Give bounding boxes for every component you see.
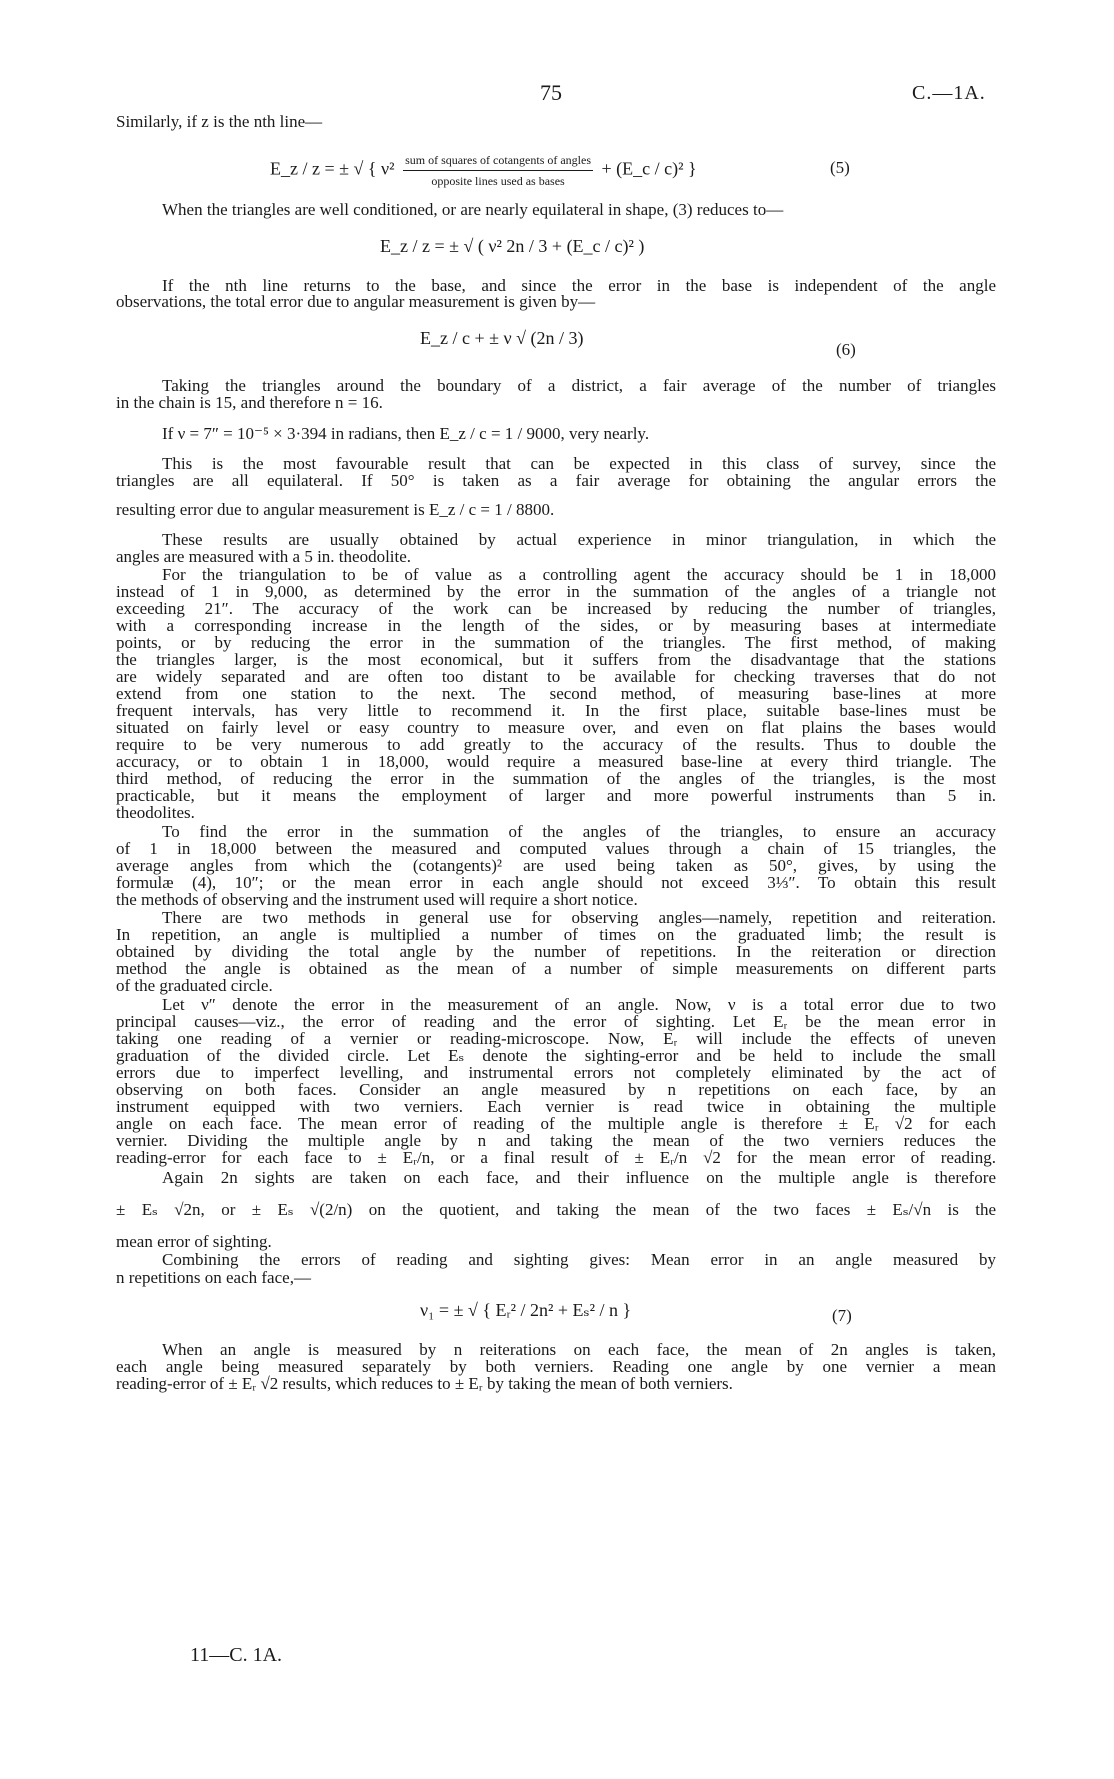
equation-5: E_z / z = ± √ { ν² $\frac{\text{sum of squares of cotangents of angles}}{\text{opposite lines used as bases}}$ + (E_c / c)² } xyxy=(270,150,697,191)
text-line: When the triangles are well conditioned, or are nearly equilateral in shape, (3) reduces to— xyxy=(162,200,784,219)
text-line: average angles from which the (cotangents)² are used being taken as 50°, gives, by using the xyxy=(116,856,996,875)
text-line: n repetitions on each face,— xyxy=(116,1268,311,1287)
text-line: principal causes—viz., the error of reading and the error of sighting. Let Eᵣ be the mean error in xyxy=(116,1012,996,1031)
text-line: theodolites. xyxy=(116,803,195,822)
text-line: ± Eₛ √2n, or ± Eₛ √(2/n) on the quotient, and taking the mean of the two faces ± Eₛ/√n is the xyxy=(116,1200,996,1219)
text-line: These results are usually obtained by actual experience in minor triangulation, in which the xyxy=(162,530,996,549)
text-line: of the graduated circle. xyxy=(116,976,273,995)
text-line: formulæ (4), 10″; or the mean error in each angle should not exceed 3⅓″. To obtain this result xyxy=(116,873,996,892)
text-line: angle on each face. The mean error of reading of the multiple angle is therefore ± Eᵣ √2 for each xyxy=(116,1114,996,1133)
text-line: observations, the total error due to angular measurement is given by— xyxy=(116,292,596,311)
text-line: Similarly, if z is the nth line— xyxy=(116,112,323,131)
text-line: In repetition, an angle is multiplied a number of times on the graduated limb; the result is xyxy=(116,925,996,944)
text-line: accuracy, or to obtain 1 in 18,000, would require a measured base-line at every third triangle. The xyxy=(116,752,996,771)
text-line: third method, of reducing the error in the summation of the angles of the triangles, is the most xyxy=(116,769,996,788)
text-line: points, or by reducing the error in the summation of the triangles. The first method, of making xyxy=(116,633,996,652)
equation-number: (5) xyxy=(830,158,850,177)
text-line: with a corresponding increase in the length of the sides, or by measuring bases at intermediate xyxy=(116,616,996,635)
text-line: For the triangulation to be of value as a controlling agent the accuracy should be 1 in 18,000 xyxy=(162,565,996,584)
text-line: are widely separated and are often too distant to be available for checking traverses that do not xyxy=(116,667,996,686)
text-line: instrument equipped with two verniers. Each vernier is read twice in obtaining the multiple xyxy=(116,1097,996,1116)
text-line: observing on both faces. Consider an angle measured by n repetitions on each face, by an xyxy=(116,1080,996,1099)
text-line: resulting error due to angular measurement is E_z / c = 1 / 8800. xyxy=(116,500,555,519)
text-line: require to be very numerous to add greatly to the accuracy of the results. Thus to double the xyxy=(116,735,996,754)
text-line: vernier. Dividing the multiple angle by n and taking the mean of the two verniers reduces the xyxy=(116,1131,996,1150)
text-line: Combining the errors of reading and sighting gives: Mean error in an angle measured by xyxy=(162,1250,996,1269)
text-line: When an angle is measured by n reiterations on each face, the mean of 2n angles is taken, xyxy=(162,1340,996,1359)
text-line: angles are measured with a 5 in. theodolite. xyxy=(116,547,412,566)
equation-reduced: E_z / z = ± √ ( ν² 2n / 3 + (E_c / c)² ) xyxy=(380,236,645,256)
text-line: triangles are all equilateral. If 50° is taken as a fair average for obtaining the angular errors the xyxy=(116,471,996,490)
text-line: extend from one station to the next. The second method, of measuring base-lines at more xyxy=(116,684,996,703)
equation-6: E_z / c + ± ν √ (2n / 3) xyxy=(420,328,584,348)
text-line: mean error of sighting. xyxy=(116,1232,272,1251)
text-line: taking one reading of a vernier or reading-microscope. Now, Eᵣ will include the effects of uneven xyxy=(116,1029,996,1048)
text-line: obtained by dividing the total angle by the number of repetitions. In the reiteration or direction xyxy=(116,942,996,961)
text-line: There are two methods in general use for observing angles—namely, repetition and reiteration. xyxy=(162,908,996,927)
text-line: method the angle is obtained as the mean of a number of simple measurements on different parts xyxy=(116,959,996,978)
text-line: reading-error of ± Eᵣ √2 results, which reduces to ± Eᵣ by taking the mean of both verniers. xyxy=(116,1374,733,1393)
text-line: frequent intervals, has very little to recommend it. In the first place, suitable base-lines must be xyxy=(116,701,996,720)
document-reference: C.—1A. xyxy=(912,82,986,104)
text-line: If ν = 7″ = 10⁻⁵ × 3·394 in radians, then E_z / c = 1 / 9000, very nearly. xyxy=(162,424,650,443)
text-line: practicable, but it means the employment of larger and more powerful instruments than 5 in. xyxy=(116,786,996,805)
text-line: situated on fairly level or easy country to measure over, and even on flat plains the bases would xyxy=(116,718,996,737)
equation-number: (7) xyxy=(832,1306,852,1325)
text-line: each angle being measured separately by both verniers. Reading one angle by one vernier a mean xyxy=(116,1357,996,1376)
page-signature: 11—C. 1A. xyxy=(190,1644,283,1666)
text-line: errors due to imperfect levelling, and instrumental errors not completely eliminated by the act of xyxy=(116,1063,996,1082)
text-line: exceeding 21″. The accuracy of the work can be increased by reducing the number of triangles, xyxy=(116,599,996,618)
equation-number: (6) xyxy=(836,340,856,359)
text-line: Taking the triangles around the boundary of a district, a fair average of the number of triangles xyxy=(162,376,996,395)
page-number: 75 xyxy=(540,80,562,105)
text-line: If the nth line returns to the base, and since the error in the base is independent of the angle xyxy=(162,276,996,295)
text-line: the methods of observing and the instrument used will require a short notice. xyxy=(116,890,638,909)
text-line: graduation of the divided circle. Let Eₛ denote the sighting-error and be held to include the small xyxy=(116,1046,996,1065)
equation-5-bracket: $\frac{\text{sum of squares of cotangents of angles}}{\text{opposite lines used as bases}}$ xyxy=(403,150,593,191)
text-line: To find the error in the summation of the angles of the triangles, to ensure an accuracy xyxy=(162,822,996,841)
text-line: in the chain is 15, and therefore n = 16. xyxy=(116,393,383,412)
text-line: the triangles larger, is the most economical, but it suffers from the disadvantage that the stations xyxy=(116,650,996,669)
text-line: Let ν″ denote the error in the measurement of an angle. Now, ν is a total error due to two xyxy=(162,995,996,1014)
text-line: Again 2n sights are taken on each face, and their influence on the multiple angle is therefore xyxy=(162,1168,996,1187)
equation-7: ν₁ = ± √ { Eᵣ² / 2n² + Eₛ² / n } xyxy=(420,1300,632,1320)
text-line: This is the most favourable result that can be expected in this class of survey, since the xyxy=(162,454,996,473)
text-line: instead of 1 in 9,000, as determined by the error in the summation of the angles of a triangle not xyxy=(116,582,996,601)
text-line: of 1 in 18,000 between the measured and computed values through a chain of 15 triangles, the xyxy=(116,839,996,858)
text-line: reading-error for each face to ± Eᵣ/n, or a final result of ± Eᵣ/n √2 for the mean error of reading. xyxy=(116,1148,996,1167)
